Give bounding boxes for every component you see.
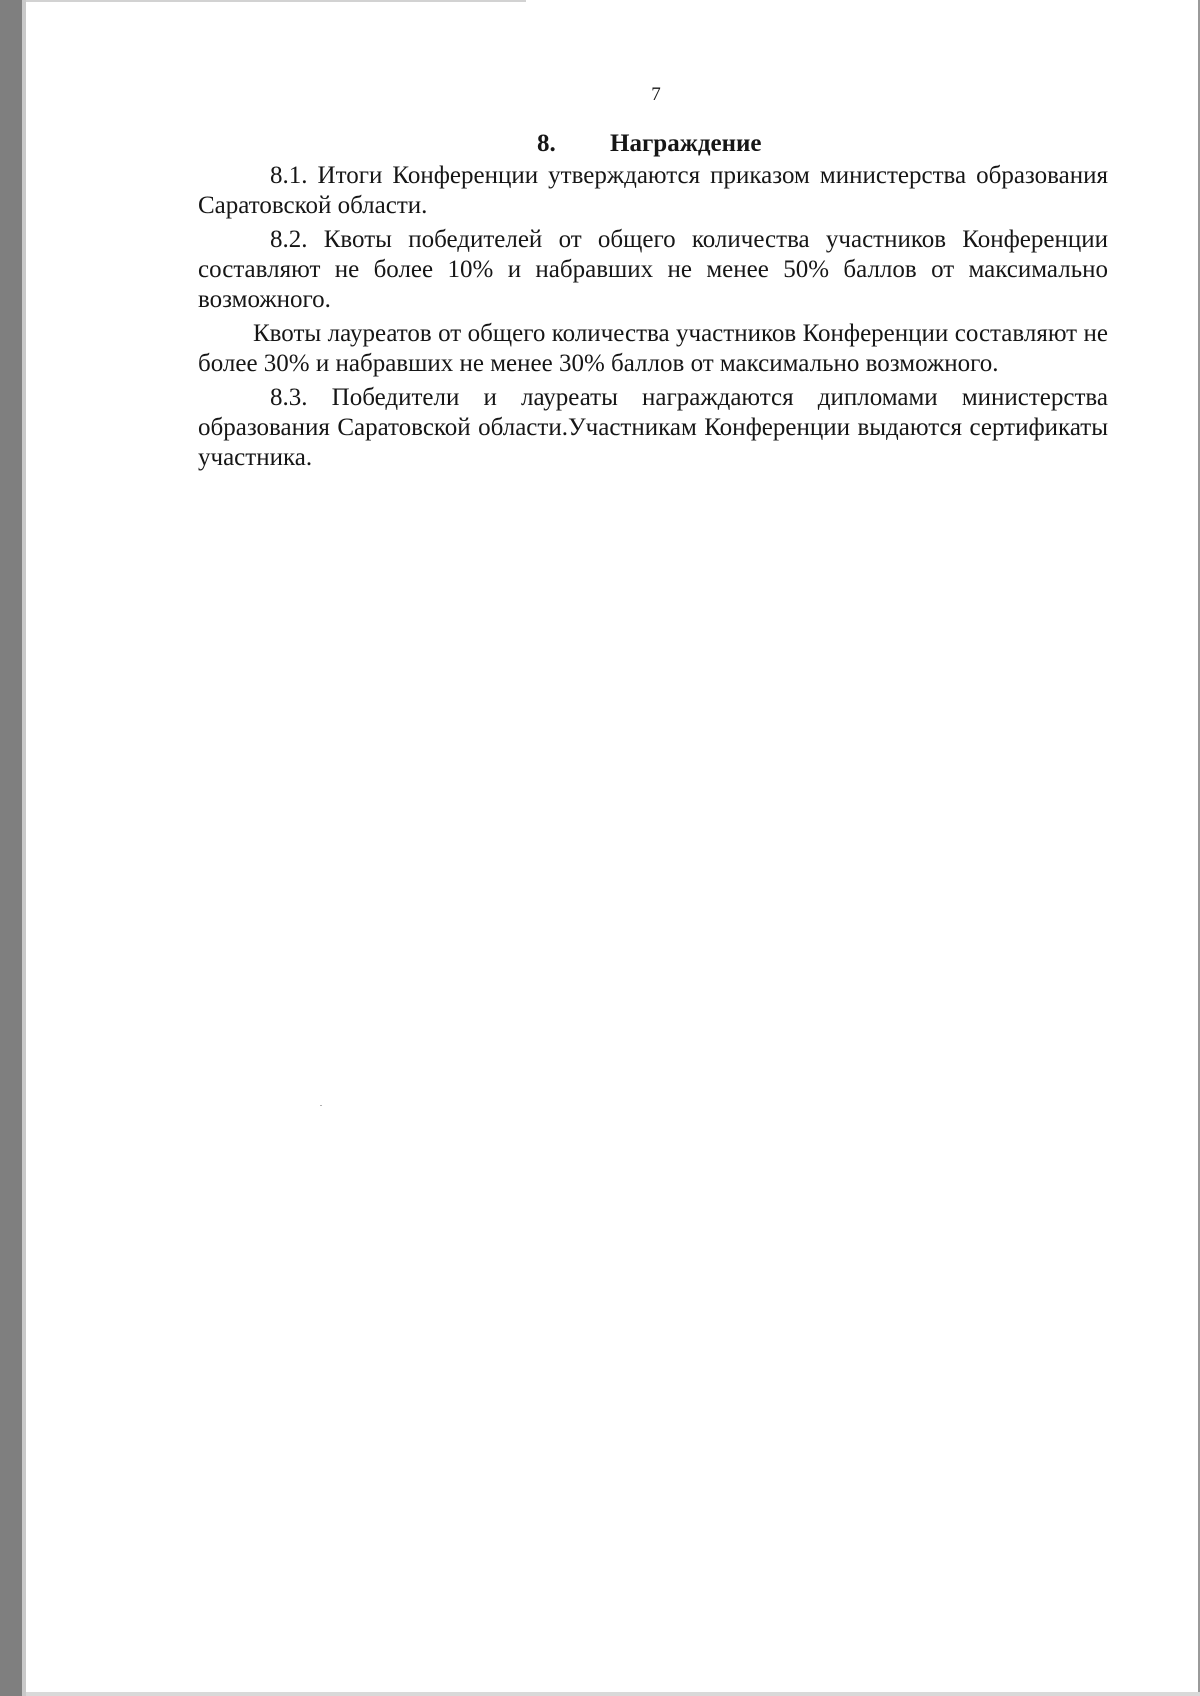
section-title: Награждение <box>610 130 762 157</box>
paragraph-8-2: 8.2. Квоты победителей от общего количества участников Конференции составляют не более 10% и набравших не менее 50% баллов от максимально возможного. <box>198 226 1108 313</box>
scan-speck <box>320 1105 322 1106</box>
document-body <box>198 161 1108 477</box>
scan-bottom-edge <box>26 1692 1200 1696</box>
scan-left-edge <box>22 0 26 1696</box>
section-heading <box>537 130 761 158</box>
paragraph-laureate-quota: Квоты лауреатов от общего количества участников Конференции составляют не более 30% и набравших не менее 30% баллов от максимально возможного. <box>198 320 1108 377</box>
page-number: 7 <box>651 84 661 105</box>
scan-top-edge <box>26 0 526 2</box>
paragraph-8-3: 8.3. Победители и лауреаты награждаются дипломами министерства образования Саратовской области.Участникам Конференции выдаются сертификаты участника. <box>198 384 1108 471</box>
scan-left-border <box>0 0 22 1696</box>
section-number: 8. <box>537 130 556 157</box>
paragraph-8-1: 8.1. Итоги Конференции утверждаются приказом министерства образования Саратовской области. <box>198 162 1108 219</box>
